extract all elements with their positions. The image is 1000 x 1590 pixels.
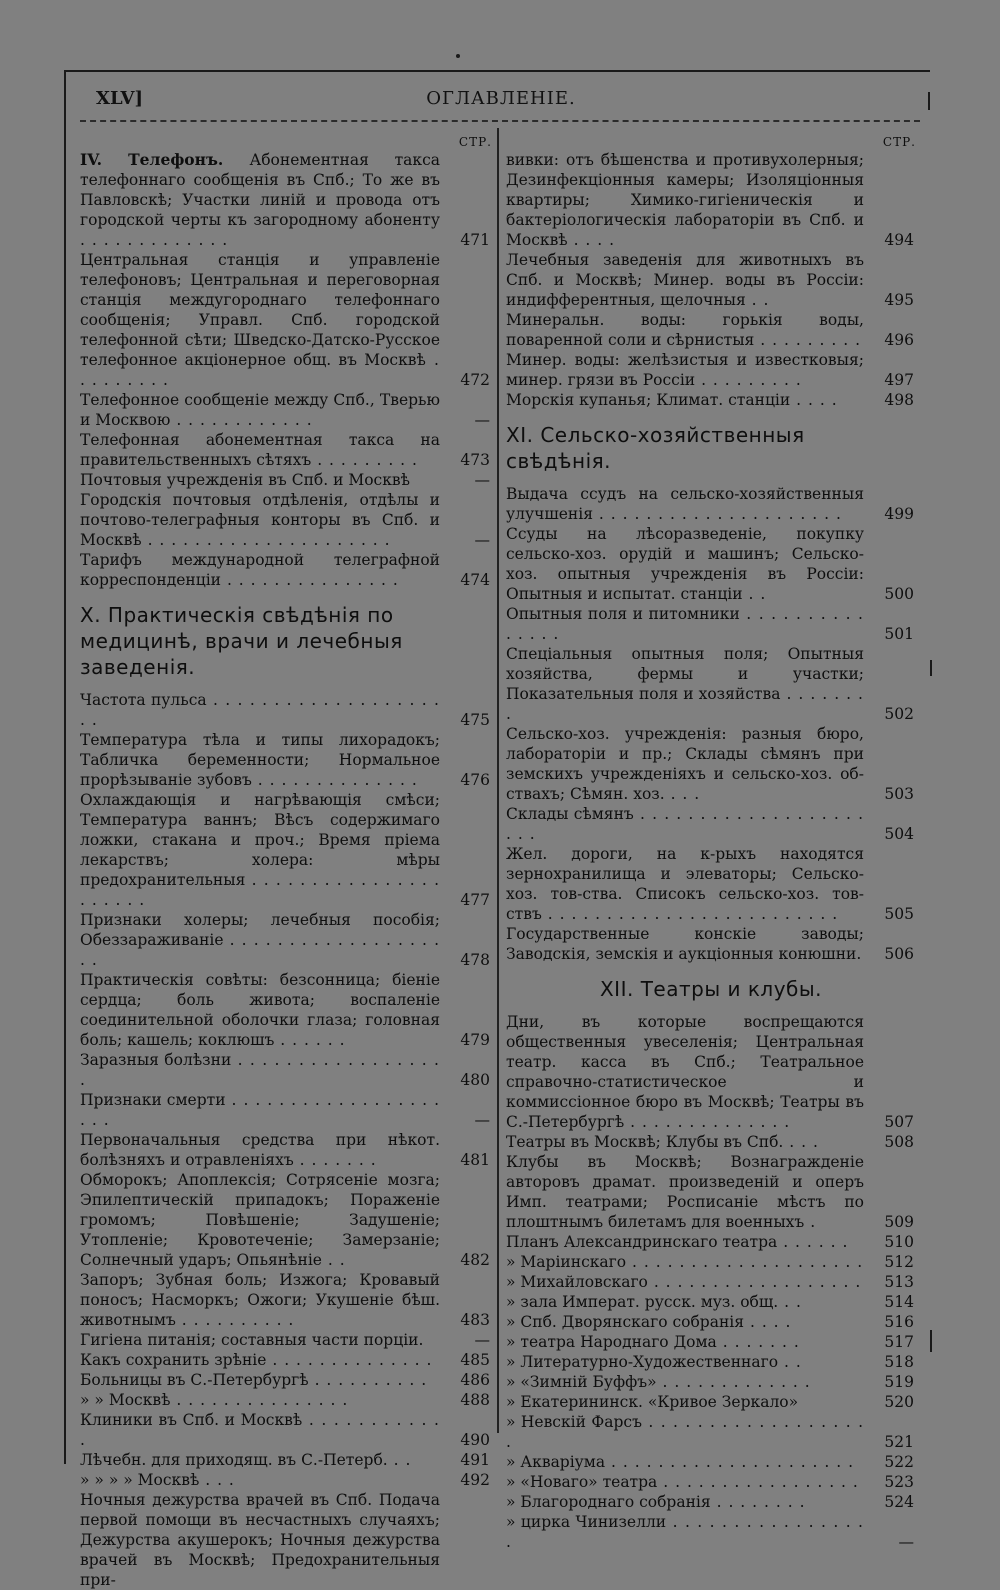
toc-entry-title: Какъ сохранить зрѣніе (80, 1351, 267, 1369)
toc-entry-leader-dots: . . . . . . . . . . . . . . . . . . (80, 1051, 440, 1089)
toc-entry (80, 910, 492, 970)
toc-entry (80, 690, 492, 730)
toc-entry-page-number: 481 (460, 1151, 490, 1169)
toc-entry (80, 1050, 492, 1090)
toc-entry (506, 250, 916, 310)
section-heading-xi: XI. Сельско-хозяйственныя свѣдѣнія. (506, 423, 805, 473)
toc-entry (506, 1012, 916, 1132)
toc-entry (506, 150, 916, 250)
right-column-page-label: СТР. (882, 135, 916, 149)
toc-entry-page-number: 505 (884, 905, 914, 923)
toc-entry-leader-dots: . . . . . . . . . . . . . . . . . . . (506, 1413, 865, 1451)
toc-entry-title: Абонементная такса телефоннаго сообщенія въ Спб.; То же въ Павловскѣ; Участки линій и провода отъ городской черты къ загородному абоненту (80, 151, 440, 229)
toc-entry-leader-dots: . . . (199, 1471, 235, 1489)
toc-entry-page-number: 520 (884, 1393, 914, 1411)
section-xi-toc-list (506, 484, 916, 964)
toc-entry-page-number: 506 (884, 945, 914, 963)
toc-entry (80, 1170, 492, 1270)
toc-entry-title: вивки: отъ бѣшенства и противухолерныя; Дезинфекціонныя камеры; Изоляціонныя квартиры; Химико-гигіеническія и бактеріологическія лабораторіи въ Спб. и Москвѣ (506, 151, 864, 249)
column-divider (497, 128, 499, 1433)
toc-entry (506, 644, 916, 724)
section-heading-x: X. Практическія свѣдѣнія по медицинѣ, врачи и лечебныя заведенія. (80, 603, 403, 679)
toc-entry-leader-dots: . . . (783, 1133, 819, 1151)
toc-entry-title: » Маріинскаго (506, 1253, 627, 1271)
toc-entry-leader-dots: . . . . . . . . . . . . . . (251, 771, 418, 789)
toc-entry-title: Телефонная абонементная такса на правительственныхъ сѣтяхъ (80, 431, 440, 469)
toc-entry-page-number: — (474, 411, 490, 429)
toc-entry-leader-dots: . . (387, 1451, 412, 1469)
toc-entry-page-number: 513 (884, 1273, 914, 1291)
toc-entry-page-number: 485 (460, 1351, 490, 1369)
scan-edge-mark (930, 660, 932, 676)
toc-entry (80, 250, 492, 390)
toc-entry (506, 1312, 916, 1332)
toc-entry (80, 1410, 492, 1450)
toc-entry-title: » Спб. Дворянскаго собранія (506, 1313, 745, 1331)
toc-entry-leader-dots: . . . . . . . . . . . . . (656, 1373, 811, 1391)
toc-entry-title: Центральная станція и управленіе телефоновъ; Центральная и переговорная станція междугороднаго телефоннаго сообщенія; Управл. Спб. городской телефонной сѣти; Шведско-Датско-Русское телефонное акціонерное общ. въ Москвѣ (80, 251, 440, 369)
toc-entry-title: Обморокъ; Апоплексія; Сотрясеніе мозга; Эпилептическій припадокъ; Пораженіе громомъ; Повѣшеніе; Задушеніе; Утопленіе; Кровотеченіе; Замерзаніе; Солнечный ударъ; Опьянѣніе (80, 1171, 440, 1269)
toc-entry (506, 1472, 916, 1492)
toc-entry-leader-dots: . . . . . . . . . . . . . . . . . . . . . (80, 1091, 440, 1129)
toc-entry (506, 1452, 916, 1472)
toc-entry-leader-dots: . . . . . . . . . . . . . . . . . . . . (80, 931, 440, 969)
toc-entry-leader-dots: . . . . . . . . . . . . . . (266, 1351, 433, 1369)
toc-entry-page-number: 507 (884, 1113, 914, 1131)
section-x-toc-list (80, 690, 492, 1590)
toc-entry-page-number: 476 (460, 771, 490, 789)
toc-entry-leader-dots: . . . . . . . . . (80, 351, 440, 389)
toc-entry-leader-dots: . . . . . . . . . . . . . . . . . . . . . . (80, 871, 440, 909)
toc-entry (506, 1232, 916, 1252)
toc-entry-leader-dots: . . . . (790, 391, 838, 409)
toc-entry-title: » Екатерининск. «Кривое Зеркало» (506, 1393, 799, 1411)
toc-entry-leader-dots: . . (321, 1251, 346, 1269)
toc-entry-title: Почтовыя учрежденія въ Спб. и Москвѣ (80, 471, 410, 489)
toc-entry-page-number: 501 (884, 625, 914, 643)
toc-entry-title: » «Зимній Буффъ» (506, 1373, 657, 1391)
toc-entry-page-number: 497 (884, 371, 914, 389)
toc-entry-page-number: 514 (884, 1293, 914, 1311)
toc-entry-title: Тарифъ международной телеграфной корреспонденціи (80, 551, 440, 589)
toc-entry-title: Лечебныя заведенія для животныхъ въ Спб. и Москвѣ; Минер. воды въ Россіи: индифферентныя, щелочныя (506, 251, 864, 309)
toc-entry-page-number: 503 (884, 785, 914, 803)
left-column-page-label: СТР. (458, 135, 492, 149)
toc-entry-title: Лѣчебн. для приходящ. въ С.-Петерб. (80, 1451, 388, 1469)
toc-entry (80, 390, 492, 430)
toc-entry-page-number: 483 (460, 1311, 490, 1329)
toc-entry (506, 350, 916, 390)
toc-entry-title: Склады сѣмянъ (506, 805, 634, 823)
toc-entry-leader-dots: . . . . . . (777, 1233, 849, 1251)
toc-entry-leader-dots: . . (778, 1353, 802, 1371)
toc-entry (80, 550, 492, 590)
toc-entry-leader-dots: . . . . . . . . . . . . . . . (221, 571, 399, 589)
toc-entry (506, 1352, 916, 1372)
toc-entry-page-number: 523 (884, 1473, 914, 1491)
toc-entry (506, 1512, 916, 1552)
right-column (506, 132, 916, 1551)
toc-entry-title: » театра Народнаго Дома (506, 1333, 717, 1351)
toc-entry-leader-dots: . . . . . . . . . . . . (170, 411, 313, 429)
toc-entry-title: » цирка Чинизелли (506, 1513, 667, 1531)
toc-entry-page-number: — (474, 531, 490, 549)
toc-entry-leader-dots: . . . . . . . . . . . . . . . . . . (647, 1273, 862, 1291)
toc-entry-title: Городскія почтовыя отдѣленія, отдѣлы и почтово-телеграфныя конторы въ Спб. и Москвѣ (80, 491, 440, 549)
toc-entry-title: Заразныя болѣзни (80, 1051, 232, 1069)
page-header (86, 86, 916, 116)
toc-entry-page-number: 512 (884, 1253, 914, 1271)
toc-entry-leader-dots: . . . . . . . . . . . . . . . . . (506, 1513, 864, 1551)
toc-entry-page-number: — (474, 1331, 490, 1349)
toc-entry-leader-dots: . . . . . . . . (710, 1493, 806, 1511)
toc-entry-leader-dots: . . . . . . . . . . . . . . . . . . . . . . . . . (541, 905, 839, 923)
toc-entry-page-number: 522 (884, 1453, 914, 1471)
toc-entry-page-number: 490 (460, 1431, 490, 1449)
page-title: ОГЛАВЛЕНІЕ. (426, 88, 576, 109)
toc-entry-title: » Благороднаго собранія (506, 1493, 711, 1511)
toc-entry (80, 1390, 492, 1410)
toc-entry-page-number: 491 (460, 1451, 490, 1469)
toc-entry (506, 604, 916, 644)
toc-entry-title: Практическія совѣты: безсонница; біеніе сердца; боль живота; воспаленіе соединительной оболочки глаза; головная боль; кашель; коклюшъ (80, 971, 440, 1049)
toc-entry-leader-dots: . (804, 1213, 817, 1231)
toc-entry-page-number: 479 (460, 1031, 490, 1049)
toc-entry-page-number: 498 (884, 391, 914, 409)
toc-entry-page-number: 518 (884, 1353, 914, 1371)
toc-entry-leader-dots: . . . . . . . (716, 1333, 800, 1351)
toc-entry-leader-dots: . . . . (744, 1313, 792, 1331)
toc-entry-leader-dots: . . . . . . . . . . . . . . . . . . . . . (592, 505, 842, 523)
toc-entry-page-number: 521 (884, 1433, 914, 1451)
section-xii-toc-list (506, 1012, 916, 1552)
toc-entry (80, 150, 492, 250)
toc-entry (506, 724, 916, 804)
toc-entry-chapter-lead: IV. Телефонъ. (80, 150, 250, 169)
toc-entry (506, 1152, 916, 1232)
toc-entry-leader-dots: . . . (664, 785, 701, 803)
toc-entry-title: Первоначальныя средства при нѣкот. болѣзняхъ и отравленіяхъ (80, 1131, 440, 1169)
toc-entry-title: Минеральн. воды: горькія воды, поваренной соли и сѣрнистыя (506, 311, 864, 349)
toc-entry-page-number: 524 (884, 1493, 914, 1511)
toc-entry-title: Температура тѣла и типы лихорадокъ; Табличка беременности; Нормальное прорѣзываніе зубовъ (80, 731, 440, 789)
toc-entry-leader-dots: . . (778, 1293, 802, 1311)
toc-entry-title: Жел. дороги, на к-рыхъ находятся зернохранилища и элеваторы; Сельско-хоз. тов-ства. Списокъ сельско-хоз. тов-ствъ (506, 845, 864, 923)
toc-entry-leader-dots: . . . . . . . . . . . . . . . . . . . . . (80, 691, 440, 729)
toc-entry (506, 1372, 916, 1392)
toc-entry-page-number: — (898, 1533, 914, 1551)
toc-entry-page-number: 488 (460, 1391, 490, 1409)
toc-entry (506, 1292, 916, 1312)
header-rule (80, 120, 920, 122)
right-toc-list (506, 150, 916, 410)
toc-entry-leader-dots: . . . . (567, 231, 616, 249)
toc-entry-leader-dots: . . . . . . . . . (754, 331, 862, 349)
toc-entry (506, 1412, 916, 1452)
toc-entry-leader-dots: . . . . . . . . (506, 685, 864, 723)
toc-entry (80, 1130, 492, 1170)
toc-entry (80, 1090, 492, 1130)
toc-entry-leader-dots: . . . . . . . . . . . . . . . . . . . . . (605, 1453, 855, 1471)
toc-entry (80, 1470, 492, 1490)
toc-entry-leader-dots: . . . . . . . . . . (175, 1311, 295, 1329)
toc-entry-title: Признаки холеры; лечебныя пособія; Обеззараживаніе (80, 911, 440, 949)
toc-entry-title: Ссуды на лѣсоразведеніе, покупку сельско-хоз. орудій и машинъ; Сельско-хоз. опытныя учрежденія въ Россіи: Опытныя и испытат. станціи (506, 525, 864, 603)
toc-entry (506, 1272, 916, 1292)
toc-entry-title: Запоръ; Зубная боль; Изжога; Кровавый поносъ; Насморкъ; Ожоги; Укушеніе бѣш. животнымъ (80, 1271, 440, 1329)
toc-entry-page-number: 478 (460, 951, 490, 969)
toc-entry-page-number: 472 (460, 371, 490, 389)
section-heading-xii: XII. Театры и клубы. (599, 977, 823, 1001)
toc-entry-page-number: 494 (884, 231, 914, 249)
toc-entry-title: » Акваріума (506, 1453, 606, 1471)
toc-entry (506, 844, 916, 924)
toc-entry-title: » зала Императ. русск. муз. общ. (506, 1293, 779, 1311)
toc-entry-title: Гигіена питанія; составныя части порціи. (80, 1331, 424, 1349)
toc-entry-page-number: 495 (884, 291, 914, 309)
toc-entry-leader-dots: . . (742, 585, 767, 603)
toc-entry-title: Признаки смерти (80, 1091, 226, 1109)
toc-entry-page-number: 500 (884, 585, 914, 603)
toc-entry (506, 1132, 916, 1152)
toc-entry-leader-dots: . . . . . . . . . . (308, 1371, 428, 1389)
toc-entry-page-number: 499 (884, 505, 914, 523)
toc-entry (80, 1450, 492, 1470)
toc-entry-title: Клубы въ Москвѣ; Вознагражденіе авторовъ драмат. произведеній и оперъ Имп. театрами; Росписаніе мѣстъ по плоштнымъ билетамъ для военныхъ (506, 1153, 864, 1231)
toc-entry-page-number: 504 (884, 825, 914, 843)
toc-entry-title: Минер. воды: желѣзистыя и известковыя; минер. грязи въ Россіи (506, 351, 864, 389)
toc-entry-title: Сельско-хоз. учрежденія: разныя бюро, лабораторіи и пр.; Склады сѣмянъ при земскихъ учрежденіяхъ и сельско-хоз. об-ствахъ; Сѣмян. хоз. (506, 725, 864, 803)
toc-entry-page-number: 510 (884, 1233, 914, 1251)
toc-entry-leader-dots: . . . . . . . . . . . . (80, 1411, 440, 1449)
toc-entry (506, 1252, 916, 1272)
toc-entry-page-number: 486 (460, 1371, 490, 1389)
toc-entry-page-number: 509 (884, 1213, 914, 1231)
toc-entry-leader-dots: . . . . . . . . . (695, 371, 802, 389)
toc-entry (506, 804, 916, 844)
toc-entry-page-number: — (474, 1111, 490, 1129)
toc-entry-title: Дни, въ которые воспрещаются общественныя увеселенія; Центральная театр. касса въ Спб.; Театральное справочно-статистическое и коммиссіонное бюро въ Москвѣ; Театры въ С.-Петербургѣ (506, 1013, 864, 1131)
toc-entry-leader-dots: . . . . . . . . . . . . . (80, 231, 229, 249)
toc-entry-page-number: 508 (884, 1133, 914, 1151)
toc-entry-leader-dots: . . . . . . . . . . . . . . . . . . . . . . (506, 805, 864, 843)
toc-entry-leader-dots: . . . . . . . . . . . . . . . . . (657, 1473, 859, 1491)
toc-entry-title: Клиники въ Спб. и Москвѣ (80, 1411, 303, 1429)
toc-entry (80, 1490, 492, 1590)
scan-edge-mark (930, 1330, 932, 1352)
toc-entry-title: Государственные конскіе заводы; Заводскія, земскія и аукціонныя конюшни. (506, 925, 864, 963)
toc-entry-page-number: 480 (460, 1071, 490, 1089)
toc-entry (506, 484, 916, 524)
toc-entry-leader-dots: . . . . . . . . . . . . . . . . . . . . . (141, 531, 391, 549)
toc-entry (80, 730, 492, 790)
toc-entry-title: » Михайловскаго (506, 1273, 648, 1291)
toc-entry (80, 1270, 492, 1330)
toc-entry (80, 1330, 492, 1350)
toc-entry (80, 970, 492, 1050)
toc-entry-page-number: — (474, 471, 490, 489)
toc-entry-leader-dots: . . . . . . . . . . . . . . (624, 1113, 791, 1131)
toc-entry-title: Театры въ Москвѣ; Клубы въ Спб. (506, 1133, 784, 1151)
page-folio: XLV] (96, 88, 143, 109)
toc-entry-title: Частота пульса (80, 691, 207, 709)
scan-dot (456, 54, 460, 58)
toc-entry-page-number: 502 (884, 705, 914, 723)
toc-entry-title: Больницы въ С.-Петербургѣ (80, 1371, 309, 1389)
toc-entry (506, 1332, 916, 1352)
toc-entry (506, 390, 916, 410)
toc-entry-leader-dots: . . . . . . (274, 1031, 346, 1049)
toc-entry (80, 790, 492, 910)
toc-entry-title: » Литературно-Художественнаго (506, 1353, 779, 1371)
toc-entry-title: » «Новаго» театра (506, 1473, 658, 1491)
toc-entry-page-number: 473 (460, 451, 490, 469)
toc-entry-leader-dots: . . . . . . . . . . . . . . . . . . . . (626, 1253, 864, 1271)
toc-entry-title: Спеціальныя опытныя поля; Опытныя хозяйства, фермы и участки; Показательныя поля и хозяйства (506, 645, 864, 703)
toc-entry-page-number: 477 (460, 891, 490, 909)
toc-entry-leader-dots: . . . . . . . . . . . . . . . (506, 605, 864, 643)
toc-entry-leader-dots: . . . . . . . . . (311, 451, 418, 469)
toc-entry (80, 490, 492, 550)
toc-entry (506, 310, 916, 350)
toc-entry-title: Охлаждающія и нагрѣвающія смѣси; Температура ваннъ; Вѣсъ содержимаго ложки, стакана и проч.; Время пріема лекарствъ; холера: мѣры предохранительныя (80, 791, 440, 889)
toc-entry-page-number: 475 (460, 711, 490, 729)
toc-entry-page-number: 471 (460, 231, 490, 249)
toc-entry-title: Морскія купанья; Климат. станціи (506, 391, 791, 409)
toc-entry-title: » » » » Москвѣ (80, 1471, 200, 1489)
toc-entry-page-number: 517 (884, 1333, 914, 1351)
toc-entry (506, 524, 916, 604)
toc-entry-title: Планъ Александринскаго театра (506, 1233, 778, 1251)
left-column (80, 132, 492, 1589)
scan-edge-mark (928, 92, 930, 110)
toc-entry-leader-dots: . . (745, 291, 770, 309)
toc-entry-leader-dots: . . . . . . . (293, 1151, 377, 1169)
toc-entry-title: » Невскій Фарсъ (506, 1413, 642, 1431)
toc-entry-page-number: 492 (460, 1471, 490, 1489)
toc-entry-page-number: 496 (884, 331, 914, 349)
toc-entry-page-number: 516 (884, 1313, 914, 1331)
toc-entry-title: Ночныя дежурства врачей въ Спб. Подача первой помощи въ несчастныхъ случаяхъ; Дежурства акушерокъ; Ночныя дежурства врачей въ Москвѣ; Предохранительныя при- (80, 1491, 440, 1589)
toc-entry (506, 1492, 916, 1512)
toc-entry (80, 430, 492, 470)
toc-entry (506, 1392, 916, 1412)
toc-entry-page-number: 482 (460, 1251, 490, 1269)
toc-entry-page-number: 519 (884, 1373, 914, 1391)
toc-entry (80, 1350, 492, 1370)
toc-entry-title: Опытныя поля и питомники (506, 605, 740, 623)
left-toc-list (80, 150, 492, 590)
toc-entry-title: » » Москвѣ (80, 1391, 171, 1409)
toc-entry (80, 470, 492, 490)
toc-entry-title: Выдача ссудъ на сельско-хозяйственныя улучшенія (506, 485, 864, 523)
toc-entry-page-number: 474 (460, 571, 490, 589)
toc-entry (80, 1370, 492, 1390)
toc-entry (506, 924, 916, 964)
toc-entry-leader-dots: . . . . . . . . . . . . . . . (170, 1391, 349, 1409)
toc-entry-title: Телефонное сообщеніе между Спб., Тверью и Москвою (80, 391, 440, 429)
